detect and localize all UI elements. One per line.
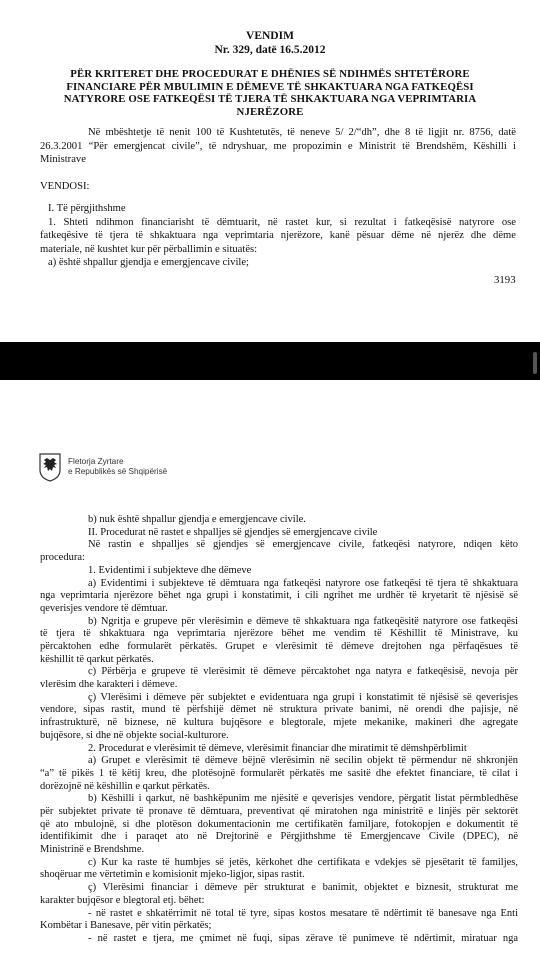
preamble-line: 26.3.2001 “Për emergjencat civile”, të ndryshuar, me propozimin e Ministrit të Brendshëm, Këshilli i xyxy=(40,140,516,152)
section-heading: I. Të përgjithshme xyxy=(48,203,126,214)
body-line: - në rastet e tjera, me çmimet në fuqi, sipas zërave të punimeve të ndërtimit, miratuar nga xyxy=(88,932,518,944)
body-line: ç) Vlerësimi financiar i dëmeve për strukturat e banimit, objektet e biznesit, strukturat me xyxy=(88,882,518,894)
body-line: vendore, sipas rastit, mund të përfshijë dëmet në struktura private banimi, në orendi dhe pajisje, në xyxy=(40,704,518,716)
paragraph-line: 1. Shteti ndihmon financiarisht të dëmtuarit, në rastet kur, si rezultat i fatkeqësisë natyrore ose xyxy=(48,216,516,228)
body-line: të tjera të shkaktuara nga veprimtaria njerëzore bëhet me vendim të Këshillit të Ministrave, ku xyxy=(40,628,518,640)
body-line: bujqësore, si dhe në objekte social-kulturore. xyxy=(40,729,229,741)
decides-label: VENDOSI: xyxy=(40,181,90,192)
gazette-subtitle-line: e Republikës së Shqipërisë xyxy=(68,467,168,476)
body-line: c) Kur ka raste të humbjes së jetës, kërkohet dhe certifikata e vdekjes së pjesëtarit të familjes, xyxy=(88,856,518,868)
body-line: 1. Evidentimi i subjekteve dhe dëmeve xyxy=(88,564,252,576)
body-line: qeverisjes vendore të dëmtuar. xyxy=(40,602,168,614)
body-line: b) nuk është shpallur gjendja e emergjencave civile. xyxy=(88,514,306,525)
body-line: nga veprimtaria njerëzore bëhet nga grupi i konstatimit, i cili ngrihet me urdhër të kryetarit të njësisë së xyxy=(40,590,518,602)
page-number: 3193 xyxy=(494,274,516,286)
body-line: dorëzojnë në këshillin e qarkut përkatës. xyxy=(40,780,210,792)
body-line: - në rastet e shkatërrimit në total të tyre, sipas kostos mesatare të ndërtimit të banesave nga Enti xyxy=(88,907,518,919)
body-line: II. Procedurat në rastet e shpalljes së gjendjes së emergjencave civile xyxy=(88,526,378,538)
section-general xyxy=(40,202,516,270)
body-line: këshillit të qarkut përkatës. xyxy=(40,653,154,665)
body-line: c) Përbërja e grupeve të vlerësimit të dëmeve përcaktohet nga natyra e fatkeqësisë, nevoja për xyxy=(88,666,518,678)
albanian-eagle-emblem-icon xyxy=(38,452,62,482)
body-line: karakter bujqësor e blegtoral etj. bëhet: xyxy=(40,894,205,906)
gazette-header xyxy=(38,452,167,482)
decision-number: Nr. 329, datë 16.5.2012 xyxy=(214,44,326,56)
decision-heading: PËR KRITERET DHE PROCEDURAT E DHËNIES SË NDIHMËS SHTETËRORE FINANCIARE PËR MBULIMIN E DËMEVE TË SHKAKTUARA NGA FATKEQËSI NATYRORE OSE FATKEQËSI TË TJERA TË SHKAKTUARA NGA VEPRIMTARIA NJERËZORE xyxy=(63,68,477,118)
body-line: vlerësim dhe karakteri i dëmeve. xyxy=(40,679,178,691)
document-page-3193 xyxy=(0,0,540,342)
body-line: ç) Vlerësimi i dëmeve për subjektet e evidentuara nga grupi i konstatimit të njësisë së qeverisjes xyxy=(88,691,518,703)
paragraph-line: fatkeqësive të tjera të shkaktuara nga veprimtaria njerëzore, kanë pësuar dëme në njerëz dhe dëme xyxy=(40,230,516,242)
body-line: shoqëruar me vërtetimin e komisionit mjeko-ligjor, sipas rastit. xyxy=(40,869,305,881)
body-line: Kombëtar i Banesave, për vitin përkatës; xyxy=(40,920,212,932)
preamble xyxy=(40,126,516,167)
scrollbar[interactable] xyxy=(533,352,537,374)
body-line: Në rastin e shpalljes së gjendjes së emergjencave civile, fatkeqësi natyrore, ndiqen këto xyxy=(88,539,518,551)
body-line: identifikimit dhe i paraqet ato në Drejtorinë e Përgjithshme të Emergjencave Civile (DPEC), në xyxy=(40,831,518,843)
document-page-next xyxy=(0,380,540,960)
document-body xyxy=(40,514,518,946)
body-line: 2. Procedurat e vlerësimit të dëmeve, vlerësimit financiar dhe miratimit të dëmshpërblimit xyxy=(88,742,467,754)
body-line: Ministrinë e Brendshme. xyxy=(40,844,145,856)
body-line: procedura: xyxy=(40,552,85,564)
gazette-title-line: Fletorja Zyrtare xyxy=(68,457,124,466)
preamble-line: Ministrave xyxy=(40,154,86,166)
decision-title: VENDIM xyxy=(246,30,294,42)
body-line: infrastrukturë, në biznese, në kultura bujqësore e blegtorale, mjete mekanike, makineri dhe agregate xyxy=(40,717,518,729)
preamble-line: Në mbështetje të nenit 100 të Kushtetutës, të neneve 5/ 2/“dh”, dhe 8 të ligjit nr. 8756, datë xyxy=(88,127,516,138)
body-line: që ato mbulojnë, si dhe plotëson dokumentacionin me certifikatën familjare, fotokopjen e dokumentit të xyxy=(40,818,518,830)
body-line: përcaktohen edhe formularët përkatës. Grupet e vlerësimit të dëmeve drejtohen nga përfaqësues të xyxy=(40,640,518,652)
body-line: a) Evidentimi i subjekteve të dëmtuara nga fatkeqësi natyrore ose fatkeqësi të tjera të shkaktuara xyxy=(88,577,518,589)
list-item: a) është shpallur gjendja e emergjencave civile; xyxy=(48,257,249,269)
body-line: a) Grupet e vlerësimit të dëmeve bëjnë vlerësimin në secilin objekt të përmendur në shkronjën xyxy=(88,755,518,767)
gazette-title xyxy=(68,457,167,477)
body-line: “a” të pikës 1 të këtij kreu, dhe plotësojnë formularët përkatës me sasitë dhe efektet financiare, të cilat i xyxy=(40,767,518,779)
paragraph-line: materiale, në kushtet kur për përballimin e situatës: xyxy=(40,243,258,255)
page-divider xyxy=(0,342,540,380)
body-line: b) Ngritja e grupeve për vlerësimin e dëmeve të shkaktuara nga fatkeqësitë natyrore ose fatkeqësi xyxy=(88,615,518,627)
body-line: për subjektet private të pronave të dëmtuara, preventivat që miratohen nga ministritë e linjës për sektorët xyxy=(40,805,518,817)
body-line: b) Këshilli i qarkut, në bashkëpunim me njësitë e qeverisjes vendore, përgatit listat përmbledhëse xyxy=(88,793,518,805)
